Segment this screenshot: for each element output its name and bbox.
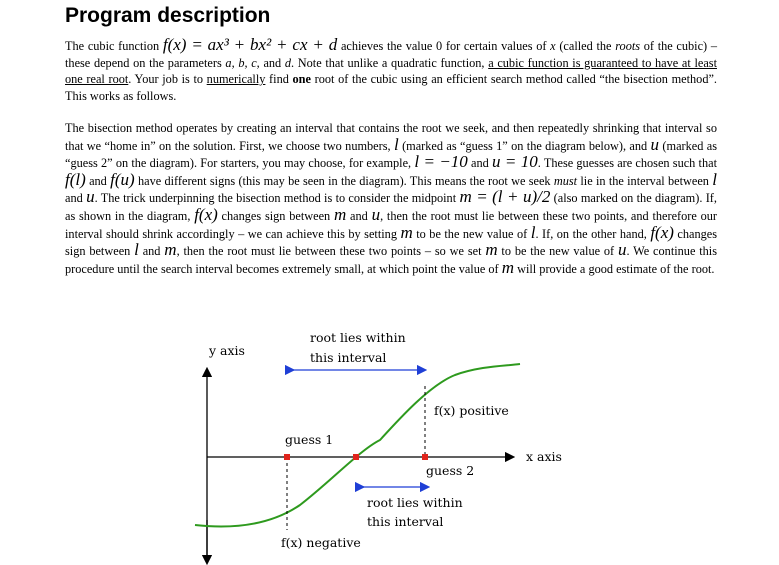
root-top-label-1: root lies within [310,330,406,345]
cubic-formula: f(x) = ax³ + bx² + cx + d [162,35,338,54]
text: (marked as “guess 1” on the diagram below), and [398,138,651,153]
text: , then the root must lie between these two points – so we set [176,244,486,259]
fx-negative-label: f(x) negative [281,535,361,550]
var-m: m [485,240,498,260]
guess1-point [284,454,290,460]
y-axis-label: y axis [209,343,245,358]
text: to be the new value of [497,244,618,259]
var-l: l [530,222,536,242]
text: . If, on the other hand, [535,226,651,241]
var-m: m [400,222,413,242]
text: have different signs (this may be seen in the diagram). This means the root we seek [134,173,554,188]
text: changes sign between [65,226,717,259]
text: . These guesses are chosen such that [537,156,717,171]
text: . Note that unlike a quadratic function, [291,55,489,70]
text: and [138,244,165,259]
text: The bisection method operates by creating an interval that contains the root we seek, and then repeatedly shrinking that interval so that we “home in” on the solution. First, we choose two numbers, [65,121,717,153]
text: and [346,208,372,223]
f-of-x: f(x) [650,222,674,242]
text: lie in the interval between [577,173,713,188]
root-bottom-label-1: root lies within [367,495,463,510]
var-u: u [86,187,95,207]
text: (called the [555,39,616,53]
text: of the cubic) – these depend on the parameters [65,39,718,70]
root-bottom-label-2: this interval [367,514,444,529]
underlined-numerically: numerically [206,72,266,87]
term-roots: roots [615,39,641,53]
text: and [259,55,285,70]
var-x: x [550,39,556,53]
text: changes sign between [217,208,334,223]
root-top-label-2: this interval [310,350,387,365]
text: . The trick underpinning the bisection method is to consider the midpoint [94,191,460,206]
f-of-u: f(u) [110,169,135,189]
text: will provide a good estimate of the root. [514,261,715,276]
bold-one: one [292,72,311,87]
f-of-x: f(x) [194,204,218,224]
page-title: Program description [65,4,271,27]
var-u: u [371,204,381,224]
l-value: l = −10 [414,152,468,172]
x-axis-label: x axis [526,449,562,464]
text: root of the cubic using an efficient search method called “the bisection method”. This works as follows. [65,72,717,103]
text: (marked as “guess 2” on the diagram). For starters, you may choose, for example, [65,138,717,171]
var-m: m [333,204,347,224]
text: and [85,173,111,188]
guess2-point [422,454,428,460]
var-l: l [393,134,399,154]
var-l: l [712,169,717,189]
var-l: l [134,240,139,260]
text: . Your job is to [128,72,207,87]
var-u: u [650,134,660,154]
text: , then the root must lie between these two points, and therefore our interval should shrink accordingly – we can achieve this by setting [65,208,717,241]
text: . We continue this procedure until the search interval becomes extremely small, at which point the value of [65,244,718,276]
u-value: u = 10 [492,152,538,172]
fx-positive-label: f(x) positive [434,403,509,418]
text: and [467,156,492,171]
midpoint-point [353,454,359,460]
guess1-label: guess 1 [285,432,334,447]
text: The cubic function [65,39,163,53]
var-m: m [164,240,177,260]
var-u: u [617,240,627,260]
text: achieves the value 0 for certain values of [337,39,551,53]
cubic-curve [195,364,520,526]
var-d: d [284,55,292,70]
guess2-label: guess 2 [426,463,475,478]
midpoint-formula: m = (l + u)/2 [459,187,551,207]
emph-must: must [553,173,578,188]
text: and [65,191,87,206]
text: find [265,72,293,87]
var-m: m [501,257,515,277]
text: to be the new value of [412,226,531,241]
text: (also marked on the diagram). If, as shown in the diagram, [65,191,717,223]
underlined-guarantee: a cubic function is guaranteed to have at least one real root [65,55,717,87]
params: a, b, c, [225,55,260,70]
f-of-l: f(l) [65,169,86,189]
